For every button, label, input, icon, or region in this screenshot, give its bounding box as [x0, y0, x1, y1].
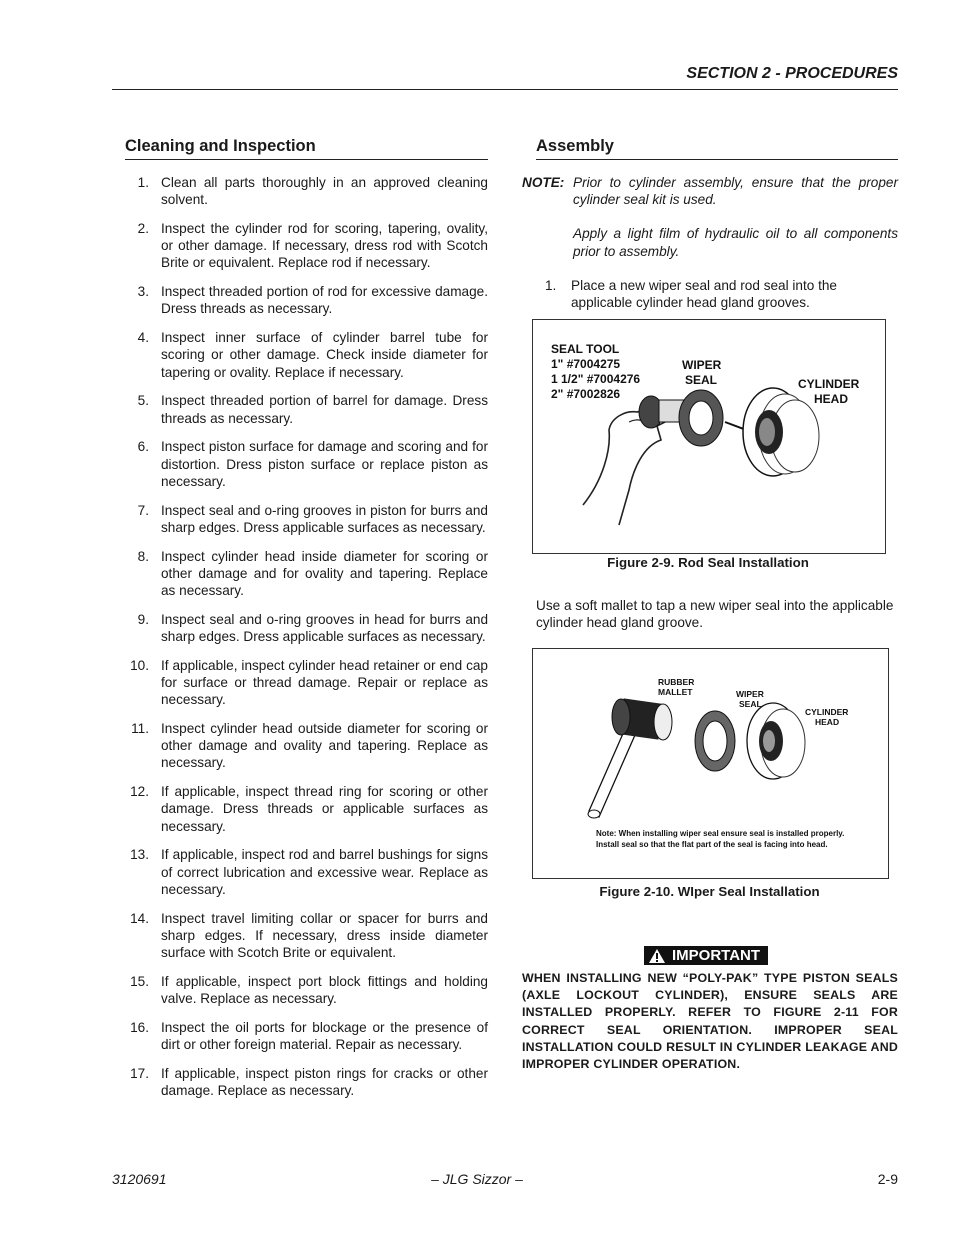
assembly-note: [522, 174, 898, 277]
important-label: IMPORTANT: [672, 947, 761, 964]
heading-assembly: Assembly: [536, 137, 898, 160]
item-text: Inspect threaded portion of rod for excessive damage. Dress threads as necessary.: [161, 284, 488, 317]
item-number: 5.: [137, 393, 149, 409]
label-head: HEAD: [814, 392, 849, 406]
item-text: Inspect the cylinder rod for scoring, tapering, ovality, or other damage. If necessary, dress rod with Scotch Brite or equivalent. Replace rod if necessary.: [161, 221, 488, 271]
inspection-item: [125, 174, 488, 208]
label-seal-tool: SEAL TOOL: [551, 342, 620, 356]
step-text: Place a new wiper seal and rod seal into the applicable cylinder head gland grooves.: [571, 278, 837, 311]
item-text: Inspect the oil ports for blockage or the presence of dirt or other foreign material. Repair as necessary.: [161, 1019, 488, 1053]
item-number: 4.: [137, 330, 149, 346]
item-number: 11.: [131, 721, 149, 737]
label-tool-1: 1" #7004275: [551, 357, 621, 371]
label-tool-3: 2" #7002826: [551, 387, 621, 401]
inspection-item: [125, 846, 488, 898]
figure-2-9-caption: Figure 2-9. Rod Seal Installation: [607, 555, 809, 570]
section-title: SECTION 2 - PROCEDURES: [686, 65, 898, 82]
inspection-item: [125, 438, 488, 490]
important-text: WHEN INSTALLING NEW “POLY-PAK” TYPE PISTON SEALS (AXLE LOCKOUT CYLINDER), ENSURE SEALS ARE INSTALLED PROPERLY. REFER TO FIGURE 2-11 FOR CORRECT SEAL ORIENTATION. IMPROPER SEAL INSTALLATION COULD RESULT IN CYLINDER LEAKAGE AND IMPROPER CYLINDER OPERATION.: [522, 971, 898, 1072]
item-text: Inspect piston surface for damage and scoring and for distortion. Dress piston surface or replace piston as necessary.: [161, 439, 488, 489]
label-wiper: WIPER: [682, 358, 722, 372]
label-rubber: RUBBER: [658, 677, 695, 687]
item-number: 8.: [137, 548, 149, 564]
item-number: 10.: [130, 657, 149, 673]
item-text: Inspect cylinder head outside diameter for scoring or other damage and ovality and tapering. Replace as necessary.: [161, 721, 488, 771]
label-cylinder: CYLINDER: [798, 377, 860, 391]
assembly-step-1: [545, 277, 898, 311]
inspection-item: [125, 720, 488, 772]
inspection-item: [125, 783, 488, 835]
item-text: Clean all parts thoroughly in an approved cleaning solvent.: [161, 175, 488, 208]
inspection-item: [125, 1019, 488, 1053]
inspection-item: [125, 611, 488, 645]
step-number: 1.: [545, 278, 557, 293]
mallet-instruction: Use a soft mallet to tap a new wiper seal into the applicable cylinder head gland groove.: [536, 598, 894, 631]
note-text-2: Apply a light film of hydraulic oil to all components prior to assembly.: [573, 226, 898, 259]
item-number: 6.: [137, 439, 149, 455]
item-text: If applicable, inspect port block fittings and holding valve. Replace as necessary.: [161, 973, 488, 1007]
figure-wiper-seal-installation: [532, 648, 889, 879]
inspection-item: [125, 1065, 488, 1099]
item-number: 15.: [130, 973, 149, 989]
label-wiper-seal: SEAL: [685, 373, 718, 387]
item-number: 1.: [137, 175, 149, 190]
item-text: If applicable, inspect rod and barrel bushings for signs of correct lubrication and excessive wear. Replace as necessary.: [161, 847, 488, 897]
inspection-item: [125, 392, 488, 426]
label-cylinder: CYLINDER: [805, 707, 849, 717]
label-wiper: WIPER: [736, 689, 764, 699]
inspection-item: [125, 657, 488, 709]
label-mallet: MALLET: [658, 687, 693, 697]
item-number: 14.: [130, 910, 149, 926]
inspection-item: [125, 502, 488, 536]
item-text: Inspect travel limiting collar or spacer for burrs and sharp edges. If necessary, dress inside diameter surface with Scotch Brite or equivalent.: [161, 910, 488, 961]
doc-number: 3120691: [112, 1171, 167, 1187]
label-tool-2: 1 1/2" #7004276: [551, 372, 641, 386]
figure-2-10-caption: Figure 2-10. WIper Seal Installation: [599, 884, 820, 899]
inspection-item: [125, 910, 488, 962]
footer-title: – JLG Sizzor –: [431, 1171, 523, 1187]
inspection-item: [125, 973, 488, 1007]
note-text-1: Prior to cylinder assembly, ensure that the proper cylinder seal kit is used.: [573, 175, 898, 208]
warning-icon: [648, 948, 666, 964]
item-text: Inspect inner surface of cylinder barrel tube for scoring or other damage. Check inside diameter for tapering or ovality. Replace if necessary.: [161, 330, 488, 380]
item-text: If applicable, inspect thread ring for scoring or other damage. Dress threads or applicable surfaces as necessary.: [161, 784, 488, 834]
item-text: Inspect seal and o-ring grooves in piston for burrs and sharp edges. Dress applicable surfaces as necessary.: [161, 502, 488, 535]
figure-note: Note: When installing wiper seal ensure seal is installed properly. Install seal so that the flat part of the seal is facing into head.: [596, 829, 845, 849]
label-head: HEAD: [815, 717, 840, 727]
item-text: If applicable, inspect cylinder head retainer or end cap for surface or thread damage. Repair or replace as necessary.: [161, 657, 488, 708]
item-number: 7.: [137, 502, 149, 518]
item-number: 9.: [137, 611, 149, 627]
item-number: 13.: [130, 847, 149, 863]
inspection-list: [125, 174, 488, 1111]
figure-rod-seal-installation: [532, 319, 886, 554]
inspection-item: [125, 283, 488, 317]
inspection-item: [125, 329, 488, 381]
item-text: Inspect cylinder head inside diameter for scoring or other damage and for ovality and tapering. Replace as necessary.: [161, 548, 488, 599]
item-text: Inspect threaded portion of barrel for damage. Dress threads as necessary.: [161, 393, 488, 426]
item-text: If applicable, inspect piston rings for cracks or other damage. Replace as necessary.: [161, 1065, 488, 1099]
heading-cleaning-inspection: Cleaning and Inspection: [125, 137, 488, 160]
item-number: 16.: [130, 1019, 149, 1035]
item-number: 2.: [137, 221, 149, 236]
item-number: 3.: [137, 284, 149, 300]
note-label: NOTE:: [522, 175, 565, 190]
item-text: Inspect seal and o-ring grooves in head for burrs and sharp edges. Dress applicable surfaces as necessary.: [161, 611, 488, 645]
item-number: 12.: [130, 784, 149, 800]
page-number: 2-9: [877, 1171, 898, 1187]
important-badge: [644, 946, 768, 965]
item-number: 17.: [130, 1065, 149, 1081]
inspection-item: [125, 220, 488, 272]
label-seal: SEAL: [739, 699, 762, 709]
inspection-item: [125, 548, 488, 600]
header-rule: [112, 89, 898, 90]
